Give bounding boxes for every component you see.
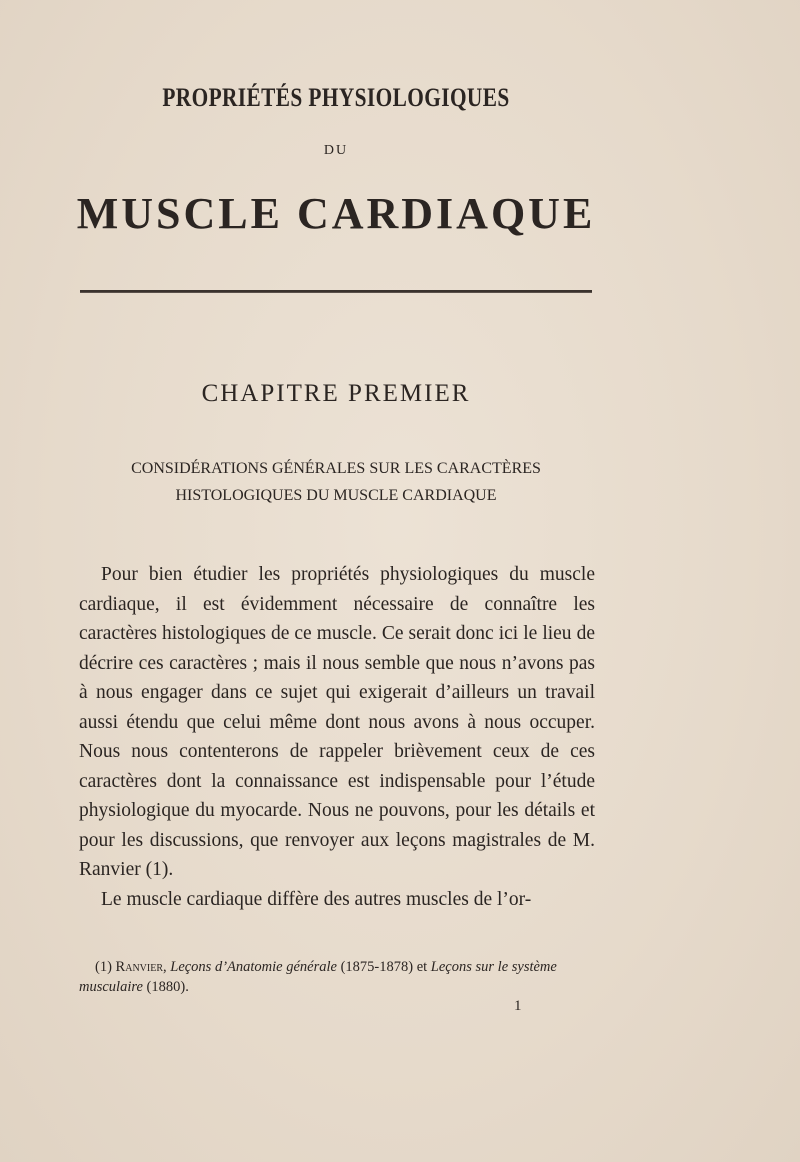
footnote-author: Ranvier [115,959,163,975]
footnote-years-1: (1875-1878) et [340,959,428,975]
chapter-subtitle-line-2: HISTOLOGIQUES DU MUSCLE CARDIAQUE [175,487,497,504]
footnote-years-2: (1880). [146,979,189,995]
footnote-text: (1) Ranvier, Leçons d’Anatomie générale (1875-1878) et Leçons sur le système musculaire (1880). [79,959,557,995]
paragraph-2: Le muscle cardiaque diffère des autres muscles de l’or- [101,888,532,910]
running-title-top: PROPRIÉTÉS PHYSIOLOGIQUES [162,83,510,112]
footnote-work-1: Leçons d’Anatomie générale [170,959,337,975]
body-text [79,560,595,914]
title-connector: DU [323,143,349,158]
main-title: MUSCLE CARDIAQUE [76,189,596,238]
footnote-marker: (1) [95,959,112,975]
chapter-heading: CHAPITRE PREMIER [201,380,471,407]
title-rule [80,290,592,293]
chapter-subtitle [0,455,672,509]
footnote-work-2: Leçons sur le système musculaire [79,959,557,995]
page-number: 1 [514,998,522,1014]
footnote [79,957,595,997]
chapter-subtitle-line-1: CONSIDÉRATIONS GÉNÉRALES SUR LES CARACTÈRES [131,460,541,477]
paragraph-1: Pour bien étudier les propriétés physiologiques du muscle cardiaque, il est évidemment nécessaire de connaître les caractères histologiques de ce muscle. Ce serait donc ici le lieu de décrire ces caractères ; mais il nous semble que nous n’avons pas à nous engager dans ce sujet qui exigerait d’ailleurs un travail aussi étendu que celui même dont nous avons à nous occuper. Nous nous contenterons de rappeler brièvement ceux de ces caractères dont la connaissance est indispensable pour l’étude physiologique du myocarde. Nous ne pouvons, pour les détails et pour les discussions, que renvoyer aux leçons magistrales de M. Ranvier (1). [79,564,595,880]
